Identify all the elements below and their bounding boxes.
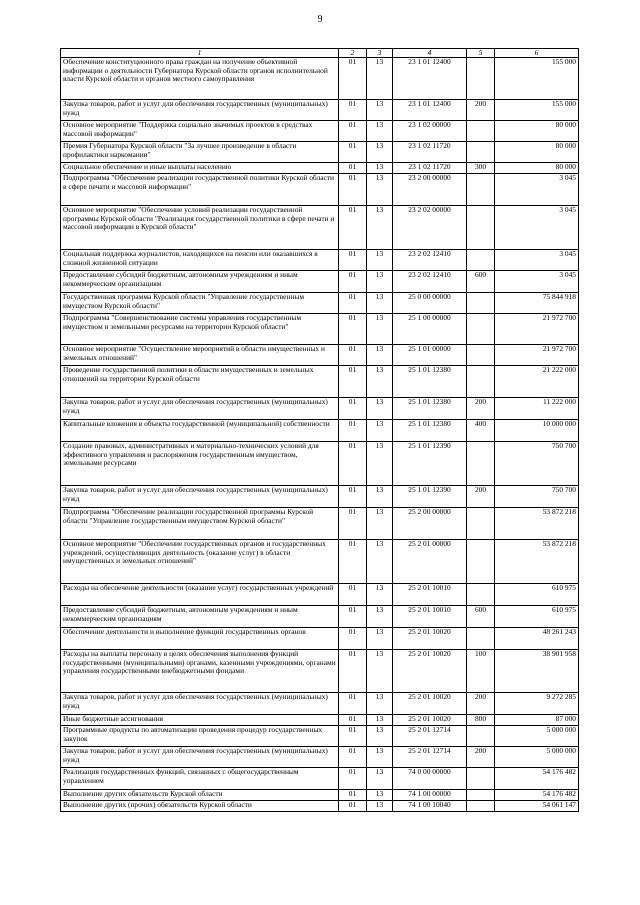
row-expense-type-cell: 800 [467, 715, 495, 726]
row-name-cell: Реализация государственных функций, связанных с общегосударственным управлением [61, 768, 339, 790]
row-section-cell: 01 [339, 693, 367, 715]
row-expense-type-cell [467, 121, 495, 142]
row-subsection-cell: 13 [367, 345, 393, 366]
row-subsection-cell: 13 [367, 58, 393, 100]
row-subsection-cell: 13 [367, 121, 393, 142]
row-target-article-cell: 25 1 01 12390 [393, 442, 467, 486]
table-row [61, 58, 579, 100]
row-amount-cell: 3 045 [495, 250, 579, 271]
row-expense-type-cell: 100 [467, 650, 495, 693]
row-expense-type-cell [467, 628, 495, 650]
row-name-cell: Государственная программа Курской области "Управление государственным имуществом Курской области" [61, 293, 339, 314]
row-target-article-cell: 23 2 02 00000 [393, 206, 467, 250]
row-expense-type-cell: 200 [467, 100, 495, 121]
table-row [61, 442, 579, 486]
table-row [61, 540, 579, 584]
row-section-cell: 01 [339, 398, 367, 420]
row-amount-cell: 750 700 [495, 442, 579, 486]
row-amount-cell: 54 176 482 [495, 768, 579, 790]
table-row [61, 628, 579, 650]
table-row [61, 271, 579, 293]
row-expense-type-cell [467, 790, 495, 801]
row-name-cell: Закупка товаров, работ и услуг для обеспечения государственных (муниципальных) нужд [61, 693, 339, 715]
row-amount-cell: 21 222 000 [495, 366, 579, 398]
row-amount-cell: 21 972 700 [495, 345, 579, 366]
row-section-cell: 01 [339, 206, 367, 250]
row-section-cell: 01 [339, 606, 367, 628]
row-section-cell: 01 [339, 508, 367, 540]
row-amount-cell: 54 061 147 [495, 801, 579, 812]
table-row [61, 747, 579, 768]
row-amount-cell: 38 901 958 [495, 650, 579, 693]
row-section-cell: 01 [339, 801, 367, 812]
row-amount-cell: 21 972 700 [495, 314, 579, 345]
row-amount-cell: 53 872 218 [495, 508, 579, 540]
row-target-article-cell: 23 2 02 12410 [393, 271, 467, 293]
row-amount-cell: 3 045 [495, 174, 579, 206]
table-row [61, 606, 579, 628]
row-amount-cell: 5 000 000 [495, 726, 579, 747]
table-row [61, 768, 579, 790]
row-target-article-cell: 23 1 02 11720 [393, 142, 467, 163]
row-subsection-cell: 13 [367, 790, 393, 801]
row-expense-type-cell: 200 [467, 398, 495, 420]
table-row [61, 314, 579, 345]
row-target-article-cell: 25 2 00 00000 [393, 508, 467, 540]
row-section-cell: 01 [339, 314, 367, 345]
row-amount-cell: 80 000 [495, 142, 579, 163]
row-expense-type-cell: 600 [467, 606, 495, 628]
page-number: 9 [317, 14, 323, 25]
row-name-cell: Капитальные вложения в объекты государственной (муниципальной) собственности [61, 420, 339, 442]
row-target-article-cell: 25 2 01 10020 [393, 650, 467, 693]
row-name-cell: Подпрограмма "Обеспечение реализации государственной политики Курской области в сфере печати и массовой информации" [61, 174, 339, 206]
table-row [61, 790, 579, 801]
header-cell: 2 [339, 49, 367, 58]
row-section-cell: 01 [339, 486, 367, 508]
row-amount-cell: 11 222 000 [495, 398, 579, 420]
header-cell: 5 [467, 49, 495, 58]
header-cell: 4 [393, 49, 467, 58]
table-row [61, 693, 579, 715]
row-amount-cell: 75 844 918 [495, 293, 579, 314]
row-expense-type-cell [467, 540, 495, 584]
table-row [61, 398, 579, 420]
table-row [61, 142, 579, 163]
row-section-cell: 01 [339, 174, 367, 206]
row-target-article-cell: 25 2 01 10020 [393, 693, 467, 715]
row-name-cell: Основное мероприятие "Обеспечение государственных органов и государственных учреждений, осуществляющих деятельность (оказание услуг) в области имущественных и земельных отношений" [61, 540, 339, 584]
row-subsection-cell: 13 [367, 442, 393, 486]
row-subsection-cell: 13 [367, 314, 393, 345]
row-expense-type-cell: 600 [467, 271, 495, 293]
row-amount-cell: 155 000 [495, 100, 579, 121]
row-amount-cell: 10 000 000 [495, 420, 579, 442]
row-name-cell: Основное мероприятие "Поддержка социально значимых проектов в средствах массовой информации" [61, 121, 339, 142]
row-amount-cell: 155 000 [495, 58, 579, 100]
row-expense-type-cell [467, 314, 495, 345]
row-name-cell: Обеспечение конституционного права граждан на получение объективной информации о деятельности Губернатора Курской области органов исполнительной власти Курской области и органов местного самоуправления [61, 58, 339, 100]
row-name-cell: Предоставление субсидий бюджетным, автономным учреждениям и иным некоммерческим организациям [61, 271, 339, 293]
row-subsection-cell: 13 [367, 293, 393, 314]
row-subsection-cell: 13 [367, 174, 393, 206]
row-subsection-cell: 13 [367, 768, 393, 790]
row-target-article-cell: 74 1 00 10040 [393, 801, 467, 812]
row-expense-type-cell [467, 366, 495, 398]
row-target-article-cell: 25 1 01 12380 [393, 420, 467, 442]
row-section-cell: 01 [339, 768, 367, 790]
row-expense-type-cell [467, 293, 495, 314]
row-section-cell: 01 [339, 293, 367, 314]
table-row [61, 206, 579, 250]
row-name-cell: Создание правовых, административных и материально-технических условий для эффективного управления и распоряжения государственным имуществом, земельными ресурсами [61, 442, 339, 486]
row-name-cell: Выполнение других обязательств Курской области [61, 790, 339, 801]
row-target-article-cell: 25 2 01 10010 [393, 584, 467, 606]
row-amount-cell: 87 000 [495, 715, 579, 726]
row-target-article-cell: 23 1 02 11720 [393, 163, 467, 174]
row-subsection-cell: 13 [367, 693, 393, 715]
row-section-cell: 01 [339, 790, 367, 801]
row-target-article-cell: 25 0 00 00000 [393, 293, 467, 314]
row-name-cell: Расходы на обеспечение деятельности (оказание услуг) государственных учреждений [61, 584, 339, 606]
row-target-article-cell: 25 2 01 12714 [393, 747, 467, 768]
row-target-article-cell: 25 2 01 12714 [393, 726, 467, 747]
row-target-article-cell: 74 1 00 00000 [393, 790, 467, 801]
row-amount-cell: 750 700 [495, 486, 579, 508]
row-subsection-cell: 13 [367, 747, 393, 768]
table-row [61, 174, 579, 206]
row-amount-cell: 3 045 [495, 206, 579, 250]
header-cell: 6 [495, 49, 579, 58]
row-target-article-cell: 74 0 00 00000 [393, 768, 467, 790]
row-amount-cell: 610 975 [495, 606, 579, 628]
row-name-cell: Программные продукты по автоматизации проведения процедур государственных закупок [61, 726, 339, 747]
table-row [61, 584, 579, 606]
row-section-cell: 01 [339, 121, 367, 142]
table-row [61, 293, 579, 314]
row-name-cell: Обеспечение деятельности и выполнение функций государственных органов [61, 628, 339, 650]
table-row [61, 121, 579, 142]
table-row [61, 163, 579, 174]
row-target-article-cell: 23 1 02 00000 [393, 121, 467, 142]
row-section-cell: 01 [339, 142, 367, 163]
row-amount-cell: 3 045 [495, 271, 579, 293]
row-amount-cell: 610 975 [495, 584, 579, 606]
row-name-cell: Закупка товаров, работ и услуг для обеспечения государственных (муниципальных) нужд [61, 398, 339, 420]
row-subsection-cell: 13 [367, 606, 393, 628]
table-row [61, 100, 579, 121]
row-name-cell: Выполнение других (прочих) обязательств Курской области [61, 801, 339, 812]
row-target-article-cell: 25 2 01 10020 [393, 715, 467, 726]
row-subsection-cell: 13 [367, 271, 393, 293]
row-name-cell: Основное мероприятие "Обеспечение условий реализации государственной программы Курской области "Реализация государственной политики в сфере печати и массовой информации в Курской области" [61, 206, 339, 250]
row-subsection-cell: 13 [367, 650, 393, 693]
row-expense-type-cell: 200 [467, 693, 495, 715]
table-header-row [61, 49, 579, 58]
row-subsection-cell: 13 [367, 398, 393, 420]
row-section-cell: 01 [339, 584, 367, 606]
row-section-cell: 01 [339, 650, 367, 693]
row-expense-type-cell [467, 174, 495, 206]
row-amount-cell: 80 000 [495, 163, 579, 174]
row-subsection-cell: 13 [367, 100, 393, 121]
row-section-cell: 01 [339, 271, 367, 293]
row-name-cell: Иные бюджетные ассигнования [61, 715, 339, 726]
row-name-cell: Расходы на выплаты персоналу в целях обеспечения выполнения функций государственными (муниципальными) органами, казенными учреждениями, органами управления государственными внебюджетными фондами [61, 650, 339, 693]
table-row [61, 366, 579, 398]
row-name-cell: Основное мероприятие "Осуществление мероприятий в области имущественных и земельных отношений" [61, 345, 339, 366]
row-expense-type-cell [467, 250, 495, 271]
header-cell: 1 [61, 49, 339, 58]
row-name-cell: Закупка товаров, работ и услуг для обеспечения государственных (муниципальных) нужд [61, 100, 339, 121]
header-cell: 3 [367, 49, 393, 58]
row-subsection-cell: 13 [367, 250, 393, 271]
row-target-article-cell: 25 2 01 00000 [393, 540, 467, 584]
table-row [61, 508, 579, 540]
row-expense-type-cell [467, 58, 495, 100]
table-row [61, 726, 579, 747]
row-expense-type-cell [467, 801, 495, 812]
row-name-cell: Закупка товаров, работ и услуг для обеспечения государственных (муниципальных) нужд [61, 486, 339, 508]
row-target-article-cell: 25 1 01 12380 [393, 366, 467, 398]
row-target-article-cell: 25 1 01 12390 [393, 486, 467, 508]
row-section-cell: 01 [339, 442, 367, 486]
row-expense-type-cell: 300 [467, 163, 495, 174]
row-subsection-cell: 13 [367, 508, 393, 540]
table-row [61, 486, 579, 508]
row-name-cell: Подпрограмма "Обеспечение реализации государственной программы Курской области "Управление государственным имуществом Курской области" [61, 508, 339, 540]
row-amount-cell: 53 872 218 [495, 540, 579, 584]
row-section-cell: 01 [339, 420, 367, 442]
row-subsection-cell: 13 [367, 142, 393, 163]
row-subsection-cell: 13 [367, 726, 393, 747]
row-section-cell: 01 [339, 366, 367, 398]
row-name-cell: Социальная поддержка журналистов, находящихся на пенсии или оказавшихся в сложной жизненной ситуации [61, 250, 339, 271]
row-expense-type-cell [467, 142, 495, 163]
row-section-cell: 01 [339, 628, 367, 650]
row-target-article-cell: 25 2 01 10010 [393, 606, 467, 628]
row-section-cell: 01 [339, 747, 367, 768]
row-amount-cell: 9 272 285 [495, 693, 579, 715]
table-row [61, 715, 579, 726]
row-subsection-cell: 13 [367, 584, 393, 606]
row-target-article-cell: 23 1 01 12400 [393, 100, 467, 121]
row-section-cell: 01 [339, 58, 367, 100]
row-expense-type-cell [467, 345, 495, 366]
row-expense-type-cell [467, 508, 495, 540]
row-name-cell: Предоставление субсидий бюджетным, автономным учреждениям и иным некоммерческим организациям [61, 606, 339, 628]
row-target-article-cell: 25 2 01 10020 [393, 628, 467, 650]
row-section-cell: 01 [339, 163, 367, 174]
row-target-article-cell: 23 2 00 00000 [393, 174, 467, 206]
row-section-cell: 01 [339, 345, 367, 366]
table-row [61, 345, 579, 366]
row-expense-type-cell: 400 [467, 420, 495, 442]
row-amount-cell: 48 261 243 [495, 628, 579, 650]
row-target-article-cell: 23 2 02 12410 [393, 250, 467, 271]
row-name-cell: Социальное обеспечение и иные выплаты населению [61, 163, 339, 174]
row-amount-cell: 5 000 000 [495, 747, 579, 768]
row-section-cell: 01 [339, 250, 367, 271]
row-section-cell: 01 [339, 715, 367, 726]
row-subsection-cell: 13 [367, 486, 393, 508]
row-target-article-cell: 25 1 00 00000 [393, 314, 467, 345]
row-subsection-cell: 13 [367, 420, 393, 442]
table-row [61, 420, 579, 442]
row-name-cell: Проведение государственной политики в области имущественных и земельных отношений на территории Курской области [61, 366, 339, 398]
row-name-cell: Подпрограмма "Совершенствование системы управления государственным имуществом и земельными ресурсами на территории Курской области" [61, 314, 339, 345]
row-subsection-cell: 13 [367, 366, 393, 398]
row-target-article-cell: 25 1 01 00000 [393, 345, 467, 366]
row-subsection-cell: 13 [367, 540, 393, 584]
row-section-cell: 01 [339, 726, 367, 747]
row-amount-cell: 80 000 [495, 121, 579, 142]
table-row [61, 250, 579, 271]
row-section-cell: 01 [339, 540, 367, 584]
row-name-cell: Закупка товаров, работ и услуг для обеспечения государственных (муниципальных) нужд [61, 747, 339, 768]
row-expense-type-cell [467, 726, 495, 747]
row-section-cell: 01 [339, 100, 367, 121]
row-expense-type-cell: 200 [467, 747, 495, 768]
row-target-article-cell: 25 1 01 12380 [393, 398, 467, 420]
row-expense-type-cell: 200 [467, 486, 495, 508]
row-expense-type-cell [467, 768, 495, 790]
row-subsection-cell: 13 [367, 801, 393, 812]
row-target-article-cell: 23 1 01 12400 [393, 58, 467, 100]
row-name-cell: Премия Губернатора Курской области "За лучшее произведение в области профилактики наркомании" [61, 142, 339, 163]
table-row [61, 801, 579, 812]
row-expense-type-cell [467, 584, 495, 606]
budget-table [60, 48, 579, 812]
table-row [61, 650, 579, 693]
row-expense-type-cell [467, 206, 495, 250]
row-expense-type-cell [467, 442, 495, 486]
row-subsection-cell: 13 [367, 206, 393, 250]
row-amount-cell: 54 176 482 [495, 790, 579, 801]
row-subsection-cell: 13 [367, 715, 393, 726]
row-subsection-cell: 13 [367, 163, 393, 174]
row-subsection-cell: 13 [367, 628, 393, 650]
